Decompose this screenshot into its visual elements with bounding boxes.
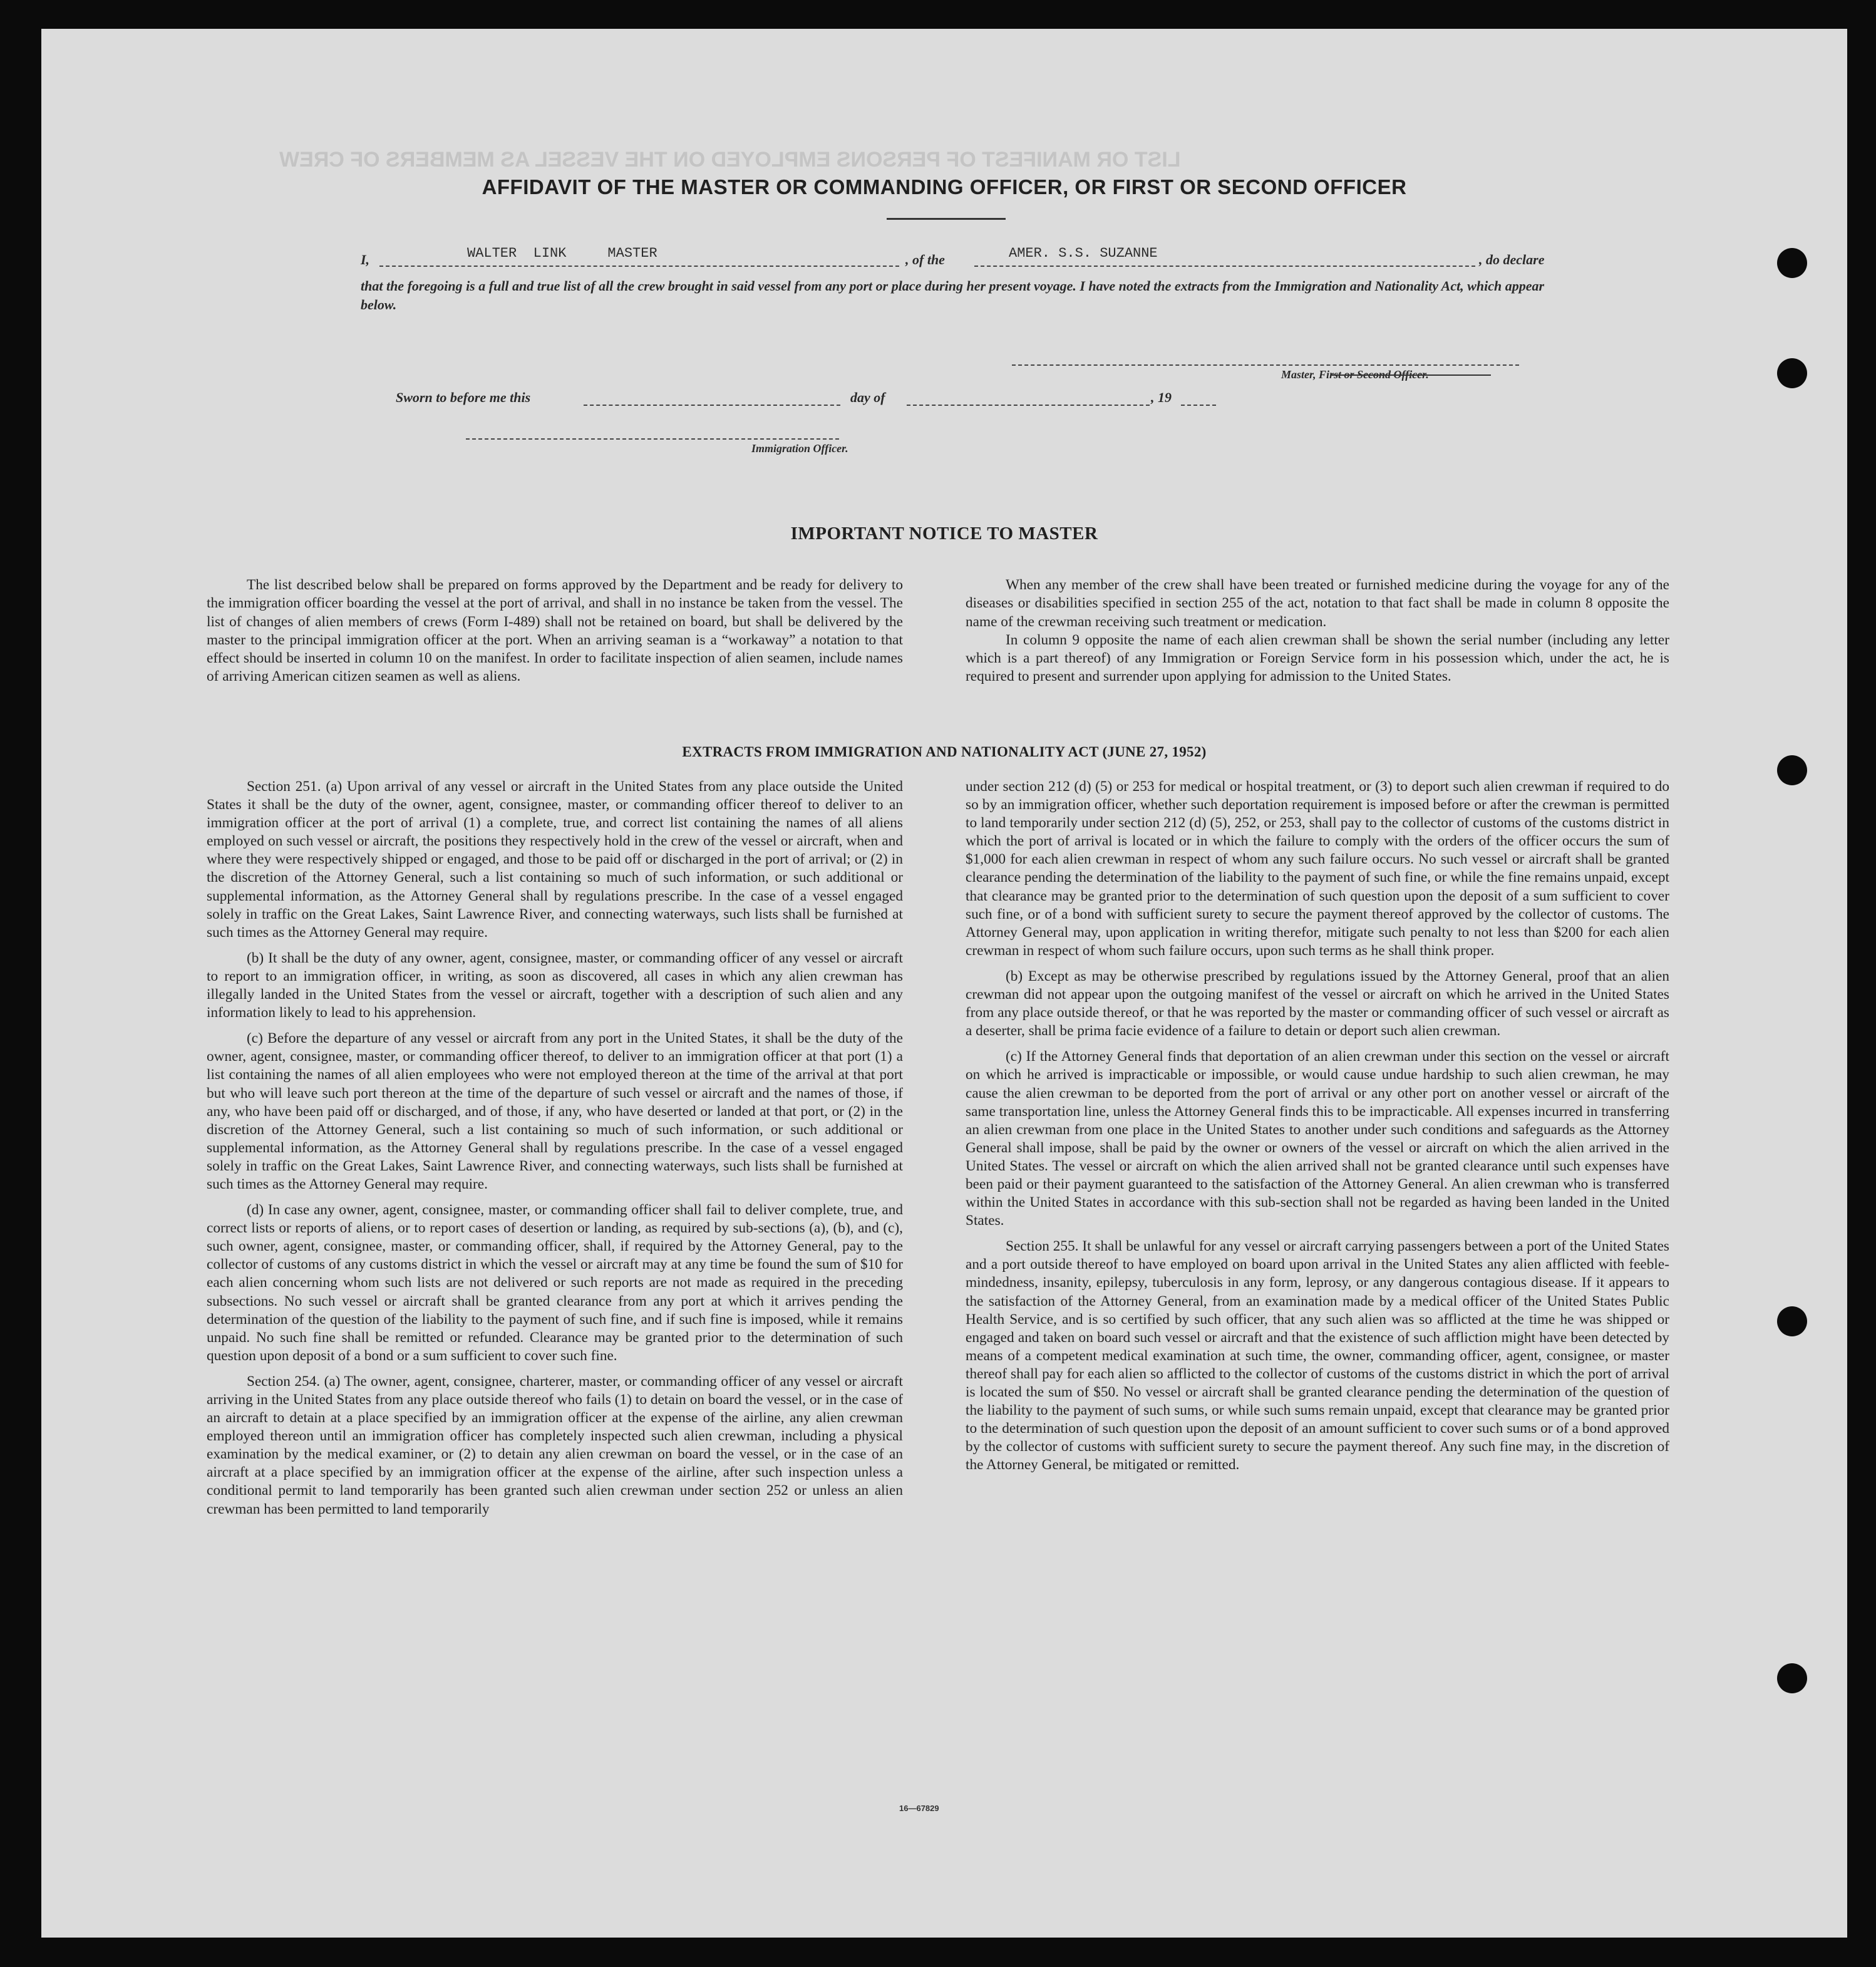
document-page [41, 29, 1847, 1938]
immigration-officer-line [466, 438, 839, 440]
year-label: , 19 [1151, 390, 1172, 405]
notice-right-column [966, 576, 1669, 686]
notice-title: IMPORTANT NOTICE TO MASTER [790, 524, 1098, 544]
notice-paragraph: When any member of the crew shall have been treated or furnished medicine during the voyage for any of the diseases or disabilities specified in section 255 of the act, notation to that fact shall be made in column 8 opposite the name of the crewman receiving such treatment or medication. [966, 577, 1669, 630]
section-254a: Section 254. (a) The owner, agent, consignee, charterer, master, or commanding officer of any vessel or aircraft arriving in the United States from any place outside thereof who fails (1) to detain on board the vessel, or in the case of an aircraft to detain at a place specified by an immigration officer at the expense of the airline, any alien crewman employed thereon until an immigration officer has completely inspected such alien crewman, including a physical examination by the medical examiner, or (2) to detain any alien crewman on board the vessel, or in the case of an aircraft at a place specified by an immigration officer at the expense of the airline, after such inspection unless a conditional permit to land temporarily has been granted such alien crewman under section 252 or unless an alien crewman has been permitted to land temporarily [207, 1373, 903, 1517]
title-divider [887, 218, 1006, 220]
section-251a: Section 251. (a) Upon arrival of any vessel or aircraft in the United States from any place outside the United States it shall be the duty of the owner, agent, consignee, master, or commanding officer thereof to deliver to an immigration officer at the port of arrival (1) a complete, true, and correct list containing the names of all aliens employed on such vessel or aircraft, the positions they respectively hold in the crew of the vessel or aircraft, when and where they were respectively shipped or engaged, and those to be paid off or discharged in the port of arrival; or (2) in the discretion of the Attorney General, such a list containing so much of such information, or such additional or supplemental information, as the Attorney General shall by regulations prescribe. In the case of a vessel engaged solely in traffic on the Great Lakes, Saint Lawrence River, and connecting waterways, such lists shall be furnished at such times as the Attorney General may require. [207, 778, 903, 941]
strikeout-mark [1331, 374, 1491, 376]
section-255: Section 255. It shall be unlawful for any vessel or aircraft carrying passengers between a port of the United States and a port outside thereof to have employed on board upon arrival in the United States any alien afflicted with feeble-mindedness, insanity, epilepsy, tuberculosis in any form, leprosy, or any dangerous contagious disease. If it appears to the satisfaction of the Attorney General, from an examination made by a medical officer of the United States Public Health Service, and is so certified by such officer, that any such alien was so afflicted at the time he was shipped or engaged and taken on board such vessel or aircraft and that the existence of such affliction might have been detected by means of a competent medical examination at such time, the owner, commanding officer, agent, consignee, or master thereof shall pay for each alien so afflicted to the collector of customs of the customs district in which the port of arrival is located the sum of $50. No vessel or aircraft shall be granted clearance pending the determination of the question of the liability to the payment of such sums, or while such sums remain unpaid, except that clearance may be granted prior to the determination of such question upon the deposit of an amount sufficient to cover such sums or of a bond approved by the collector of customs with sufficient surety to secure the payment thereof. Any such fine may, in the discretion of the Attorney General, be mitigated or remitted. [966, 1238, 1669, 1474]
section-254b: (b) Except as may be otherwise prescribed by regulations issued by the Attorney General, proof that an alien crewman did not appear upon the outgoing manifest of the vessel or aircraft on which he arrived in the United States from any place outside thereof, or that he was reported by the master or commanding officer of such vessel or aircraft as a deserter, shall be prima facie evidence of a failure to detain or deport such alien crewman. [966, 968, 1669, 1040]
do-declare-label: , do declare [1479, 252, 1545, 267]
signature-caption: Master, First or Second Officer. [1281, 368, 1429, 381]
section-254a-continued: under section 212 (d) (5) or 253 for medical or hospital treatment, or (3) to deport such alien crewman if required to do so by an immigration officer, whether such deportation requirement is imposed before or after the crewman is permitted to land temporarily under section 212 (d) (5), 252, or 253, shall pay to the collector of customs of the customs district in which the port of arrival is located or in which the failure to comply with the orders of the officer occurs the sum of $1,000 for each alien crewman in respect of whom any such failure occurs. No such vessel or aircraft shall be granted clearance pending the determination of the liability to the payment of such fine, or while the fine remains unpaid, except that clearance may be granted prior to the determination of such question upon the deposit of a sum sufficient to cover such fine, or of a bond with sufficient surety to secure the payment thereof approved by the collector of customs. The Attorney General may, upon application in writing therefor, mitigate such penalty to not less than $200 for each alien crewman in respect of whom such failure occurs, upon such terms as he shall think proper. [966, 778, 1669, 959]
extracts-left-column [207, 778, 903, 1519]
binder-hole-icon [1777, 1306, 1807, 1336]
section-251d: (d) In case any owner, agent, consignee, master, or commanding officer shall fail to deliver complete, true, and correct lists or reports of aliens, or to report cases of desertion or landing, as required by sub-sections (a), (b), and (c), such owner, agent, consignee, master, or commanding officer, shall, if required by the Attorney General, pay to the collector of customs of any customs district in which the vessel or aircraft may at any time be found the sum of $10 for each alien concerning whom such lists are not delivered or such reports are not made as required in the preceding subsections. No such vessel or aircraft shall be granted clearance from any port at which it arrives pending the determination of the question of the liability to the payment of such fine, and if such fine is imposed, while it remains unpaid. No such fine shall be remitted or refunded. Clearance may be granted prior to the determination of such question upon deposit of a bond or a sum sufficient to cover such fine. [207, 1202, 903, 1364]
sworn-label: Sworn to before me this [396, 390, 531, 405]
binder-hole-icon [1777, 248, 1807, 278]
extracts-right-column [966, 778, 1669, 1474]
binder-hole-icon [1777, 358, 1807, 388]
section-251b: (b) It shall be the duty of any owner, agent, consignee, master, or commanding officer of any vessel or aircraft to report to an immigration officer, in writing, as soon as discovered, all cases in which any alien crewman has illegally landed in the United States from the vessel or aircraft, together with a description of such alien and any information likely to lead to his apprehension. [207, 949, 903, 1021]
sworn-day-line [584, 405, 840, 406]
declarant-prefix: I, [361, 252, 370, 267]
vessel-name-field[interactable]: AMER. S.S. SUZANNE [1009, 245, 1158, 261]
declaration-text: that the foregoing is a full and true list of all the crew brought in said vessel from any port or place during her present voyage. I have noted the extracts from the Immigration and Nationality Act, which appear below. [361, 278, 1545, 312]
sworn-month-line [907, 405, 1150, 406]
officer-caption: Immigration Officer. [751, 442, 848, 455]
declarant-name-field[interactable]: WALTER LINK MASTER [467, 245, 657, 261]
extracts-title: EXTRACTS FROM IMMIGRATION AND NATIONALITY ACT (JUNE 27, 1952) [682, 744, 1207, 760]
section-254c: (c) If the Attorney General finds that deportation of an alien crewman under this section on the vessel or aircraft on which he arrived is impracticable or impossible, or would cause undue hardship to such alien crewman, he may cause the alien crewman to be deported from the port of arrival or any other port on another vessel or aircraft of the same transportation line, unless the Attorney General finds this to be impracticable. All expenses incurred in transferring an alien crewman from one place in the United States to another under such conditions and safeguards as the Attorney General shall impose, shall be paid by the owner or owners of the vessel or aircraft on which the alien arrived in the United States. The vessel or aircraft on which the alien arrived shall not be granted clearance until such expenses have been paid or their payment guaranteed to the satisfaction of the Attorney General. An alien crewman who is transferred within the United States in accordance with this sub-section shall not be regarded as having been landed in the United States. [966, 1048, 1669, 1229]
notice-paragraph: The list described below shall be prepared on forms approved by the Department and be ready for delivery to the immigration officer boarding the vessel at the port of arrival, and shall in no instance be taken from the vessel. The list of changes of alien members of crews (Form I-489) shall not be retained on board, but shall be delivered by the master to the principal immigration officer at the port. When an arriving seaman is a “workaway” a notation to that effect should be inserted in column 10 on the manifest. In order to facilitate inspection of alien seamen, include names of arriving American citizen seamen as well as aliens. [207, 577, 903, 685]
sworn-year-line [1181, 405, 1216, 406]
bleed-through-artifact: LIST OR MANIFEST OF PERSONS EMPLOYED ON THE VESSEL AS MEMBERS OF CREW [279, 148, 1181, 172]
section-251c: (c) Before the departure of any vessel or aircraft from any port in the United States, it shall be the duty of the owner, agent, consignee, master, or commanding officer thereof, to deliver to an immigration officer at that port (1) a list containing the names of all alien employees who were not employed thereon at the time of the arrival at that port but who will leave such port thereon at the time of the departure of such vessel or aircraft and the names of those, if any, who have been paid off or discharged, and of those, if any, who have deserted or landed at that port, or (2) in the discretion of the Attorney General, such a list containing so much of such information, or such additional or supplemental information, as the Attorney General shall by regulations prescribe. In the case of a vessel engaged solely in traffic on the Great Lakes, Saint Lawrence River, and connecting waterways, such lists shall be furnished at such times as the Attorney General may require. [207, 1030, 903, 1192]
signature-line [1012, 364, 1519, 366]
of-the-label: , of the [905, 252, 945, 267]
notice-paragraph: In column 9 opposite the name of each alien crewman shall be shown the serial number (including any letter which is a part thereof) of any Immigration or Foreign Service form in his possession which, under the act, he is required to present and surrender upon applying for admission to the United States. [966, 631, 1669, 685]
day-of-label: day of [850, 390, 885, 405]
affidavit-title: AFFIDAVIT OF THE MASTER OR COMMANDING OFFICER, OR FIRST OR SECOND OFFICER [482, 175, 1407, 199]
form-number: 16—67829 [899, 1804, 939, 1813]
vessel-line [974, 266, 1475, 267]
binder-hole-icon [1777, 1663, 1807, 1693]
notice-left-column [207, 576, 903, 686]
declarant-line [379, 266, 899, 267]
